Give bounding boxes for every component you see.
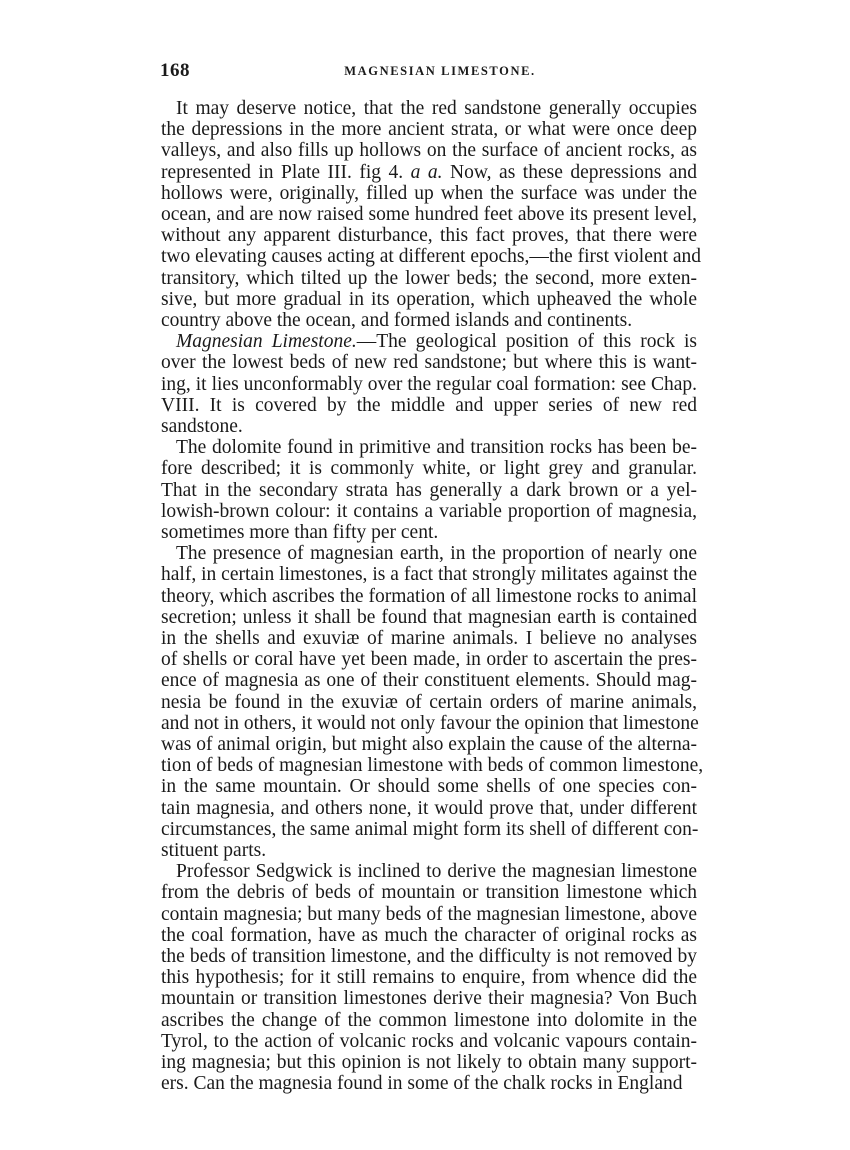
- text-line: theory, which ascribes the formation of all limestone rocks to animal: [161, 585, 697, 607]
- text-line: transitory, which tilted up the lower beds; the second, more exten-: [161, 267, 697, 289]
- text-line: VIII. It is covered by the middle and upper series of new red: [161, 394, 697, 416]
- text-line: nesia be found in the exuviæ of certain orders of marine animals,: [161, 691, 697, 713]
- text-line: secretion; unless it shall be found that magnesian earth is contained: [161, 606, 697, 628]
- text-line: hollows were, originally, filled up when the surface was under the: [161, 182, 697, 204]
- text-line: ocean, and are now raised some hundred feet above its present level,: [161, 204, 697, 225]
- text-line: in the shells and exuviæ of marine animals. I believe no analyses: [161, 628, 697, 649]
- text-line: the coal formation, have as much the character of original rocks as: [161, 924, 697, 946]
- text-line: was of animal origin, but might also explain the cause of the alterna-: [161, 734, 697, 755]
- text-line: of shells or coral have yet been made, in order to ascertain the pres-: [161, 649, 697, 671]
- page-number: 168: [160, 60, 190, 81]
- text-line: ers. Can the magnesia found in some of the chalk rocks in England: [161, 1073, 683, 1095]
- text-line: mountain or transition limestones derive their magnesia? Von Buch: [161, 988, 697, 1010]
- text-line: Tyrol, to the action of volcanic rocks and volcanic vapours contain-: [161, 1030, 697, 1052]
- text-line: half, in certain limestones, is a fact that strongly militates against the: [161, 564, 697, 586]
- text-line: contain magnesia; but many beds of the magnesian limestone, above: [161, 903, 697, 925]
- text-line: the beds of transition limestone, and the difficulty is not removed by: [161, 946, 697, 967]
- text-line: fore described; it is commonly white, or light grey and granular.: [161, 458, 697, 480]
- text-line: Magnesian Limestone.—The geological position of this rock is: [176, 331, 697, 353]
- text-line: two elevating causes acting at different epochs,—the first violent and: [161, 246, 702, 268]
- text-line: circumstances, the same animal might form its shell of different con-: [161, 818, 699, 840]
- text-line: The presence of magnesian earth, in the proportion of nearly one: [176, 543, 697, 565]
- text-line: this hypothesis; for it still remains to enquire, from whence did the: [161, 967, 697, 989]
- text-line: sive, but more gradual in its operation, which upheaved the whole: [161, 288, 697, 310]
- running-title: MAGNESIAN LIMESTONE.: [344, 64, 536, 78]
- text-line: over the lowest beds of new red sandstone; but where this is want-: [161, 352, 697, 374]
- text-line: stituent parts.: [161, 840, 267, 861]
- text-line: sometimes more than fifty per cent.: [161, 522, 439, 543]
- running-head: [160, 60, 700, 86]
- text-line: without any apparent disturbance, this fact proves, that there were: [161, 225, 697, 247]
- text-line: sandstone.: [161, 416, 243, 437]
- text-line: ence of magnesia as one of their constituent elements. Should mag-: [161, 670, 697, 692]
- text-line: ing magnesia; but this opinion is not likely to obtain many support-: [161, 1052, 697, 1073]
- text-line: Professor Sedgwick is inclined to derive the magnesian limestone: [176, 861, 697, 883]
- text-line: the depressions in the more ancient strata, or what were once deep: [161, 119, 697, 141]
- text-line: valleys, and also fills up hollows on the surface of ancient rocks, as: [161, 140, 697, 162]
- text-line: ascribes the change of the common limestone into dolomite in the: [161, 1009, 697, 1031]
- text-line: represented in Plate III. fig 4. a a. Now, as these depressions and: [161, 161, 697, 183]
- text-line: tain magnesia, and others none, it would prove that, under different: [161, 797, 697, 819]
- text-line: from the debris of beds of mountain or transition limestone which: [161, 882, 697, 904]
- text-line: and not in others, it would not only favour the opinion that limestone: [161, 712, 699, 734]
- text-line: It may deserve notice, that the red sandstone generally occupies: [176, 98, 697, 119]
- text-line: lowish-brown colour: it contains a variable proportion of magnesia,: [161, 500, 697, 522]
- text-line: That in the secondary strata has generally a dark brown or a yel-: [161, 479, 697, 501]
- text-line: ing, it lies unconformably over the regular coal formation: see Chap.: [161, 373, 697, 395]
- text-line: tion of beds of magnesian limestone with beds of common limestone,: [161, 755, 704, 777]
- text-line: The dolomite found in primitive and transition rocks has been be-: [176, 437, 697, 459]
- text-line: country above the ocean, and formed islands and continents.: [161, 310, 633, 331]
- text-line: in the same mountain. Or should some shells of one species con-: [161, 776, 697, 798]
- section-heading: Magnesian Limestone.: [176, 331, 357, 353]
- plate-reference: a a.: [410, 161, 443, 183]
